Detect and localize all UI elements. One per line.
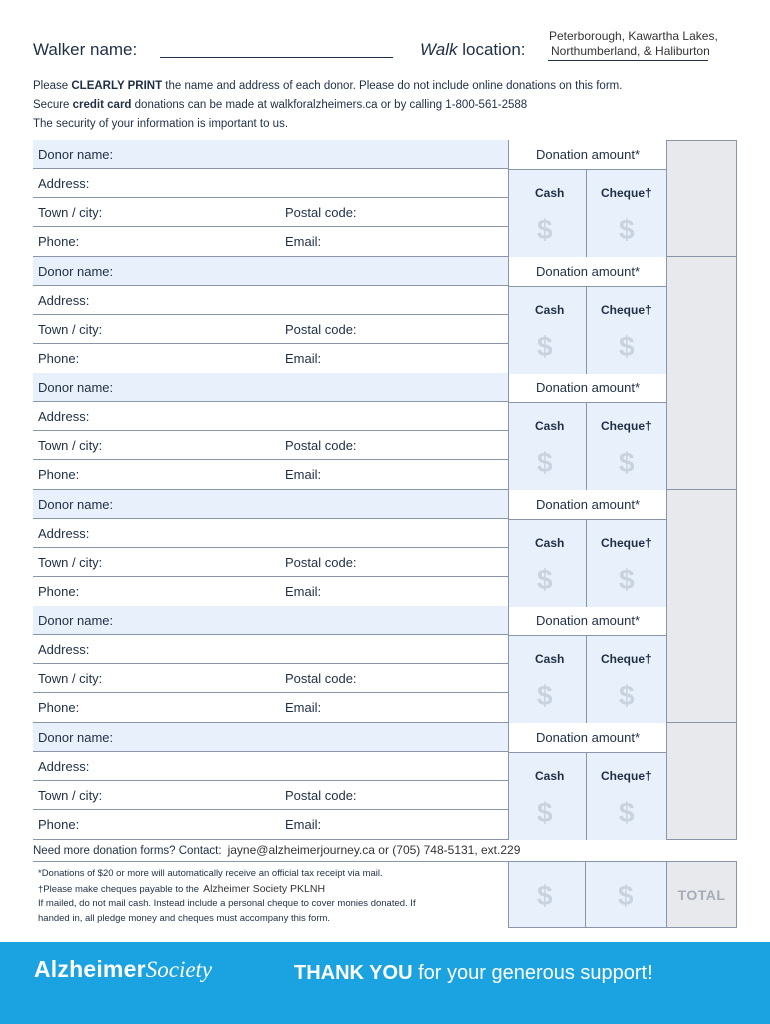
postal-code-label: Postal code: <box>285 438 357 453</box>
footer-summary <box>33 861 737 927</box>
email-label: Email: <box>285 700 322 715</box>
cheque-dollar-sign: $ <box>619 680 635 711</box>
town-postal-row[interactable] <box>33 664 508 693</box>
walk-location-value-line1: Peterborough, Kawartha Lakes, <box>549 29 718 43</box>
address-label: Address: <box>38 176 90 191</box>
cheque-dollar-sign: $ <box>619 447 635 478</box>
cheque-payee-value: Alzheimer Society PKLNH <box>203 882 326 895</box>
cash-dollar-sign: $ <box>537 331 553 362</box>
donation-amount-label: Donation amount* <box>535 730 641 745</box>
donor-name-label: Donor name: <box>38 497 114 512</box>
cash-dollar-sign: $ <box>537 797 553 828</box>
town-postal-row[interactable] <box>33 315 508 344</box>
phone-label: Phone: <box>38 351 80 366</box>
donor-block-6 <box>33 723 737 840</box>
walker-name-label: Walker name: <box>33 40 138 59</box>
address-field[interactable] <box>33 286 508 315</box>
phone-label: Phone: <box>38 584 80 599</box>
cash-label: Cash <box>535 536 565 550</box>
contact-value: jayne@alzheimerjourney.ca or (705) 748-5131, ext.229 <box>227 843 521 857</box>
address-label: Address: <box>38 759 90 774</box>
cheque-total-dollar-sign: $ <box>618 880 634 911</box>
donor-block-3 <box>33 373 737 490</box>
donor-block-4 <box>33 490 737 607</box>
donor-total-cell[interactable] <box>666 140 737 257</box>
town-postal-row[interactable] <box>33 548 508 577</box>
donor-total-cell[interactable] <box>666 257 737 374</box>
donation-amount-cell <box>508 373 666 490</box>
phone-label: Phone: <box>38 817 80 832</box>
donor-name-field[interactable] <box>33 373 508 402</box>
footnote-tax-receipt: *Donations of $20 or more will automatically receive an official tax receipt via mail. <box>38 868 383 879</box>
phone-email-row[interactable] <box>33 693 508 723</box>
cash-total-field[interactable] <box>508 862 586 928</box>
postal-code-label: Postal code: <box>285 555 357 570</box>
donation-amount-label: Donation amount* <box>535 380 641 395</box>
intro-text <box>33 77 753 134</box>
cheque-amount-field[interactable] <box>587 752 667 840</box>
town-postal-row[interactable] <box>33 198 508 227</box>
cheque-label: Cheque† <box>601 303 652 317</box>
cash-dollar-sign: $ <box>537 680 553 711</box>
cash-dollar-sign: $ <box>537 214 553 245</box>
phone-label: Phone: <box>38 234 80 249</box>
total-label: TOTAL <box>677 887 726 903</box>
postal-code-label: Postal code: <box>285 205 357 220</box>
postal-code-label: Postal code: <box>285 671 357 686</box>
email-label: Email: <box>285 351 322 366</box>
cheque-total-field[interactable] <box>586 862 666 928</box>
cash-amount-field[interactable] <box>509 635 587 723</box>
town-city-label: Town / city: <box>38 671 103 686</box>
footnote-mail-2: handed in, all pledge money and cheques must accompany this form. <box>38 912 331 924</box>
cheque-amount-field[interactable] <box>587 402 667 490</box>
cash-amount-field[interactable] <box>509 286 587 374</box>
cash-label: Cash <box>535 769 565 783</box>
phone-email-row[interactable] <box>33 810 508 840</box>
donor-name-label: Donor name: <box>38 147 114 162</box>
address-label: Address: <box>38 526 90 541</box>
footnotes <box>38 867 508 926</box>
cash-dollar-sign: $ <box>537 447 553 478</box>
donation-amount-cell <box>508 257 666 374</box>
cheque-label: Cheque† <box>601 769 652 783</box>
donor-name-label: Donor name: <box>38 264 114 279</box>
donation-amount-label: Donation amount* <box>535 613 641 628</box>
cash-label: Cash <box>535 186 565 200</box>
town-city-label: Town / city: <box>38 438 103 453</box>
town-city-label: Town / city: <box>38 205 103 220</box>
cheque-amount-field[interactable] <box>587 635 667 723</box>
cheque-label: Cheque† <box>601 186 652 200</box>
cheque-amount-field[interactable] <box>587 286 667 374</box>
address-field[interactable] <box>33 402 508 431</box>
phone-label: Phone: <box>38 700 80 715</box>
cash-label: Cash <box>535 652 565 666</box>
address-field[interactable] <box>33 169 508 198</box>
walker-name-field[interactable] <box>160 57 393 58</box>
cheque-dollar-sign: $ <box>619 331 635 362</box>
donation-amount-cell <box>508 140 666 257</box>
footer-banner <box>0 942 770 1024</box>
cheque-dollar-sign: $ <box>619 214 635 245</box>
donation-amount-cell <box>508 606 666 723</box>
contact-line <box>33 843 737 857</box>
email-label: Email: <box>285 817 322 832</box>
address-field[interactable] <box>33 635 508 664</box>
donor-name-label: Donor name: <box>38 613 114 628</box>
walk-location-field[interactable] <box>548 60 708 61</box>
donor-name-field[interactable] <box>33 490 508 519</box>
phone-label: Phone: <box>38 467 80 482</box>
email-label: Email: <box>285 234 322 249</box>
walk-location-label <box>420 40 526 60</box>
cheque-amount-field[interactable] <box>587 169 667 257</box>
donor-block-1 <box>33 140 737 257</box>
walk-label-italic: Walk <box>420 40 458 59</box>
address-label: Address: <box>38 293 90 308</box>
cash-total-dollar-sign: $ <box>537 880 553 911</box>
footnote-cheques: †Please make cheques payable to the Alzheimer Society PKLNH <box>38 882 326 895</box>
postal-code-label: Postal code: <box>285 322 357 337</box>
intro-line-1: Please CLEARLY PRINT the name and address of each donor. Please do not include online donations on this form. <box>33 80 623 92</box>
town-postal-row[interactable] <box>33 781 508 810</box>
donor-total-cell[interactable] <box>666 723 737 840</box>
thank-you-message: THANK YOU for your generous support! <box>294 962 653 984</box>
address-field[interactable] <box>33 752 508 781</box>
donation-amount-label: Donation amount* <box>535 497 641 512</box>
donor-name-field[interactable] <box>33 257 508 286</box>
address-label: Address: <box>38 642 90 657</box>
email-label: Email: <box>285 467 322 482</box>
donor-total-cell[interactable] <box>666 606 737 723</box>
cheque-amount-field[interactable] <box>587 519 667 607</box>
donor-total-cell[interactable] <box>666 490 737 607</box>
donor-name-label: Donor name: <box>38 380 114 395</box>
phone-email-row[interactable] <box>33 577 508 607</box>
cheque-dollar-sign: $ <box>619 564 635 595</box>
cash-amount-field[interactable] <box>509 752 587 840</box>
town-city-label: Town / city: <box>38 555 103 570</box>
contact-label: Need more donation forms? Contact: <box>33 845 222 857</box>
grand-total-field[interactable] <box>666 862 737 928</box>
alzheimer-society-logo: AlzheimerSociety <box>34 956 213 982</box>
donation-amount-label: Donation amount* <box>535 264 641 279</box>
phone-email-row[interactable] <box>33 227 508 257</box>
address-label: Address: <box>38 409 90 424</box>
postal-code-label: Postal code: <box>285 788 357 803</box>
intro-line-3: The security of your information is important to us. <box>33 118 289 130</box>
walk-location-value-line2: Northumberland, & Haliburton <box>551 44 710 58</box>
donor-block-2 <box>33 257 737 374</box>
cheque-label: Cheque† <box>601 652 652 666</box>
footnote-mail-1: If mailed, do not mail cash. Instead include a personal cheque to cover monies donated. If <box>38 898 416 909</box>
donor-name-field[interactable] <box>33 140 508 169</box>
donor-block-5 <box>33 606 737 723</box>
donation-amount-cell <box>508 723 666 840</box>
cash-label: Cash <box>535 303 565 317</box>
phone-email-row[interactable] <box>33 460 508 490</box>
town-city-label: Town / city: <box>38 788 103 803</box>
email-label: Email: <box>285 584 322 599</box>
donation-amount-cell <box>508 490 666 607</box>
phone-email-row[interactable] <box>33 344 508 374</box>
cheque-label: Cheque† <box>601 536 652 550</box>
donor-total-cell[interactable] <box>666 373 737 490</box>
donor-name-label: Donor name: <box>38 730 114 745</box>
cheque-label: Cheque† <box>601 419 652 433</box>
cash-amount-field[interactable] <box>509 169 587 257</box>
cash-amount-field[interactable] <box>509 402 587 490</box>
cash-amount-field[interactable] <box>509 519 587 607</box>
donation-amount-label: Donation amount* <box>535 147 641 162</box>
cash-label: Cash <box>535 419 565 433</box>
donor-name-field[interactable] <box>33 723 508 752</box>
location-label-text: location: <box>457 40 526 59</box>
cheque-dollar-sign: $ <box>619 797 635 828</box>
donor-name-field[interactable] <box>33 606 508 635</box>
town-city-label: Town / city: <box>38 322 103 337</box>
town-postal-row[interactable] <box>33 431 508 460</box>
intro-line-2: Secure credit card donations can be made at walkforalzheimers.ca or by calling 1-800-561-2588 <box>33 99 528 111</box>
cash-dollar-sign: $ <box>537 564 553 595</box>
address-field[interactable] <box>33 519 508 548</box>
